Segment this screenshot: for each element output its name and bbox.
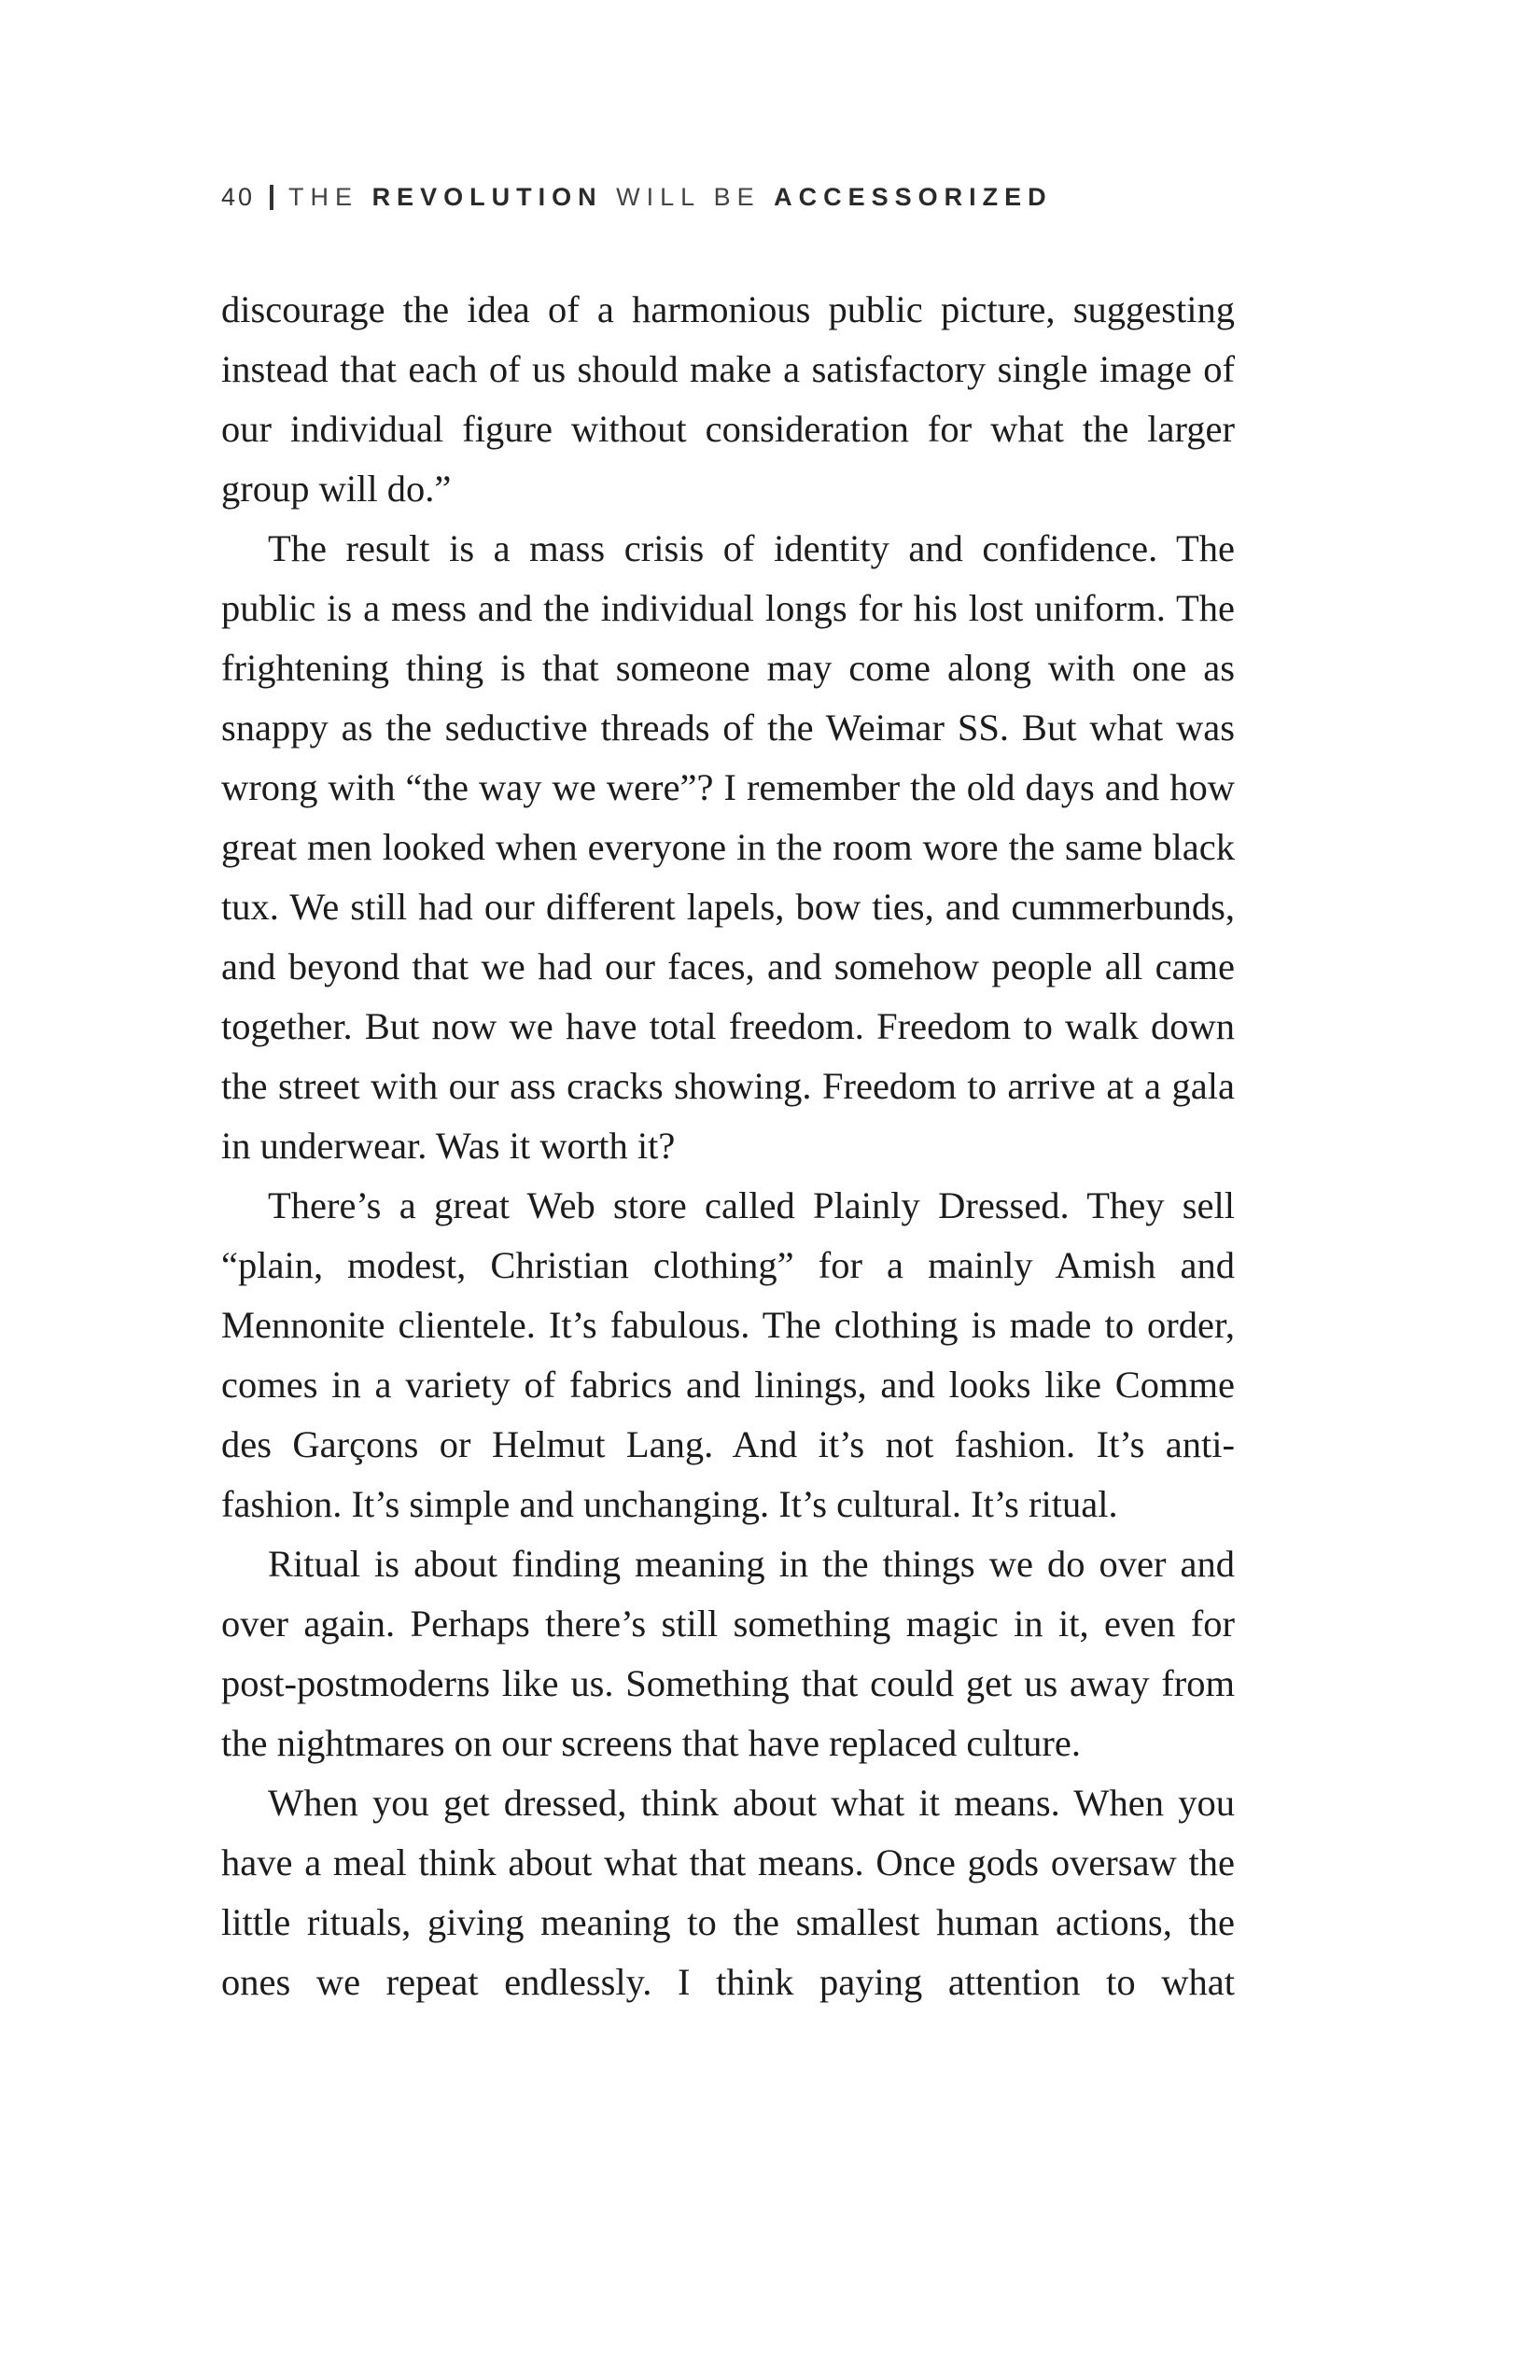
book-title-part: THE (288, 183, 359, 211)
book-title-part: REVOLUTION (371, 183, 603, 211)
paragraph: The result is a mass crisis of identity and confidence. The public is a mess and the individual longs for his lost uniform. The frightening thing is that someone may come along with one as snappy as the seductive threads of the Weimar SS. But what was wrong with “the way we were”? I remember the old days and how great men looked when everyone in the room wore the same black tux. We still had our different lapels, bow ties, and cummerbunds, and beyond that we had our faces, and somehow people all came together. But now we have total freedom. Freedom to walk down the street with our ass cracks showing. Freedom to arrive at a gala in underwear. Was it worth it? (221, 527, 1235, 1167)
book-title-part: WILL BE (616, 183, 761, 211)
body-text (221, 280, 1235, 2012)
page-number: 40 (221, 183, 256, 211)
paragraph: discourage the idea of a harmonious public picture, suggesting instead that each of us should make a satisfactory single image of our individual figure without consideration for what the larger group will do.” (221, 288, 1235, 510)
running-head (221, 183, 1053, 212)
book-title (288, 183, 1053, 212)
header-separator-bar (270, 185, 273, 210)
book-title-part: ACCESSORIZED (774, 183, 1053, 211)
paragraph: When you get dressed, think about what it means. When you have a meal think about what that means. Once gods oversaw the little rituals, giving meaning to the smallest human actions, the ones we repeat endlessly. I think paying attention to what (221, 1782, 1235, 2003)
paragraph: Ritual is about finding meaning in the things we do over and over again. Perhaps there’s still something magic in it, even for post-postmoderns like us. Something that could get us away from the nightmares on our screens that have replaced culture. (221, 1543, 1235, 1764)
paragraph: There’s a great Web store called Plainly Dressed. They sell “plain, modest, Christian clothing” for a mainly Amish and Mennonite clientele. It’s fabulous. The clothing is made to order, comes in a variety of fabrics and linings, and looks like Comme des Garçons or Helmut Lang. And it’s not fashion. It’s anti-fashion. It’s simple and unchanging. It’s cultural. It’s ritual. (221, 1184, 1235, 1525)
